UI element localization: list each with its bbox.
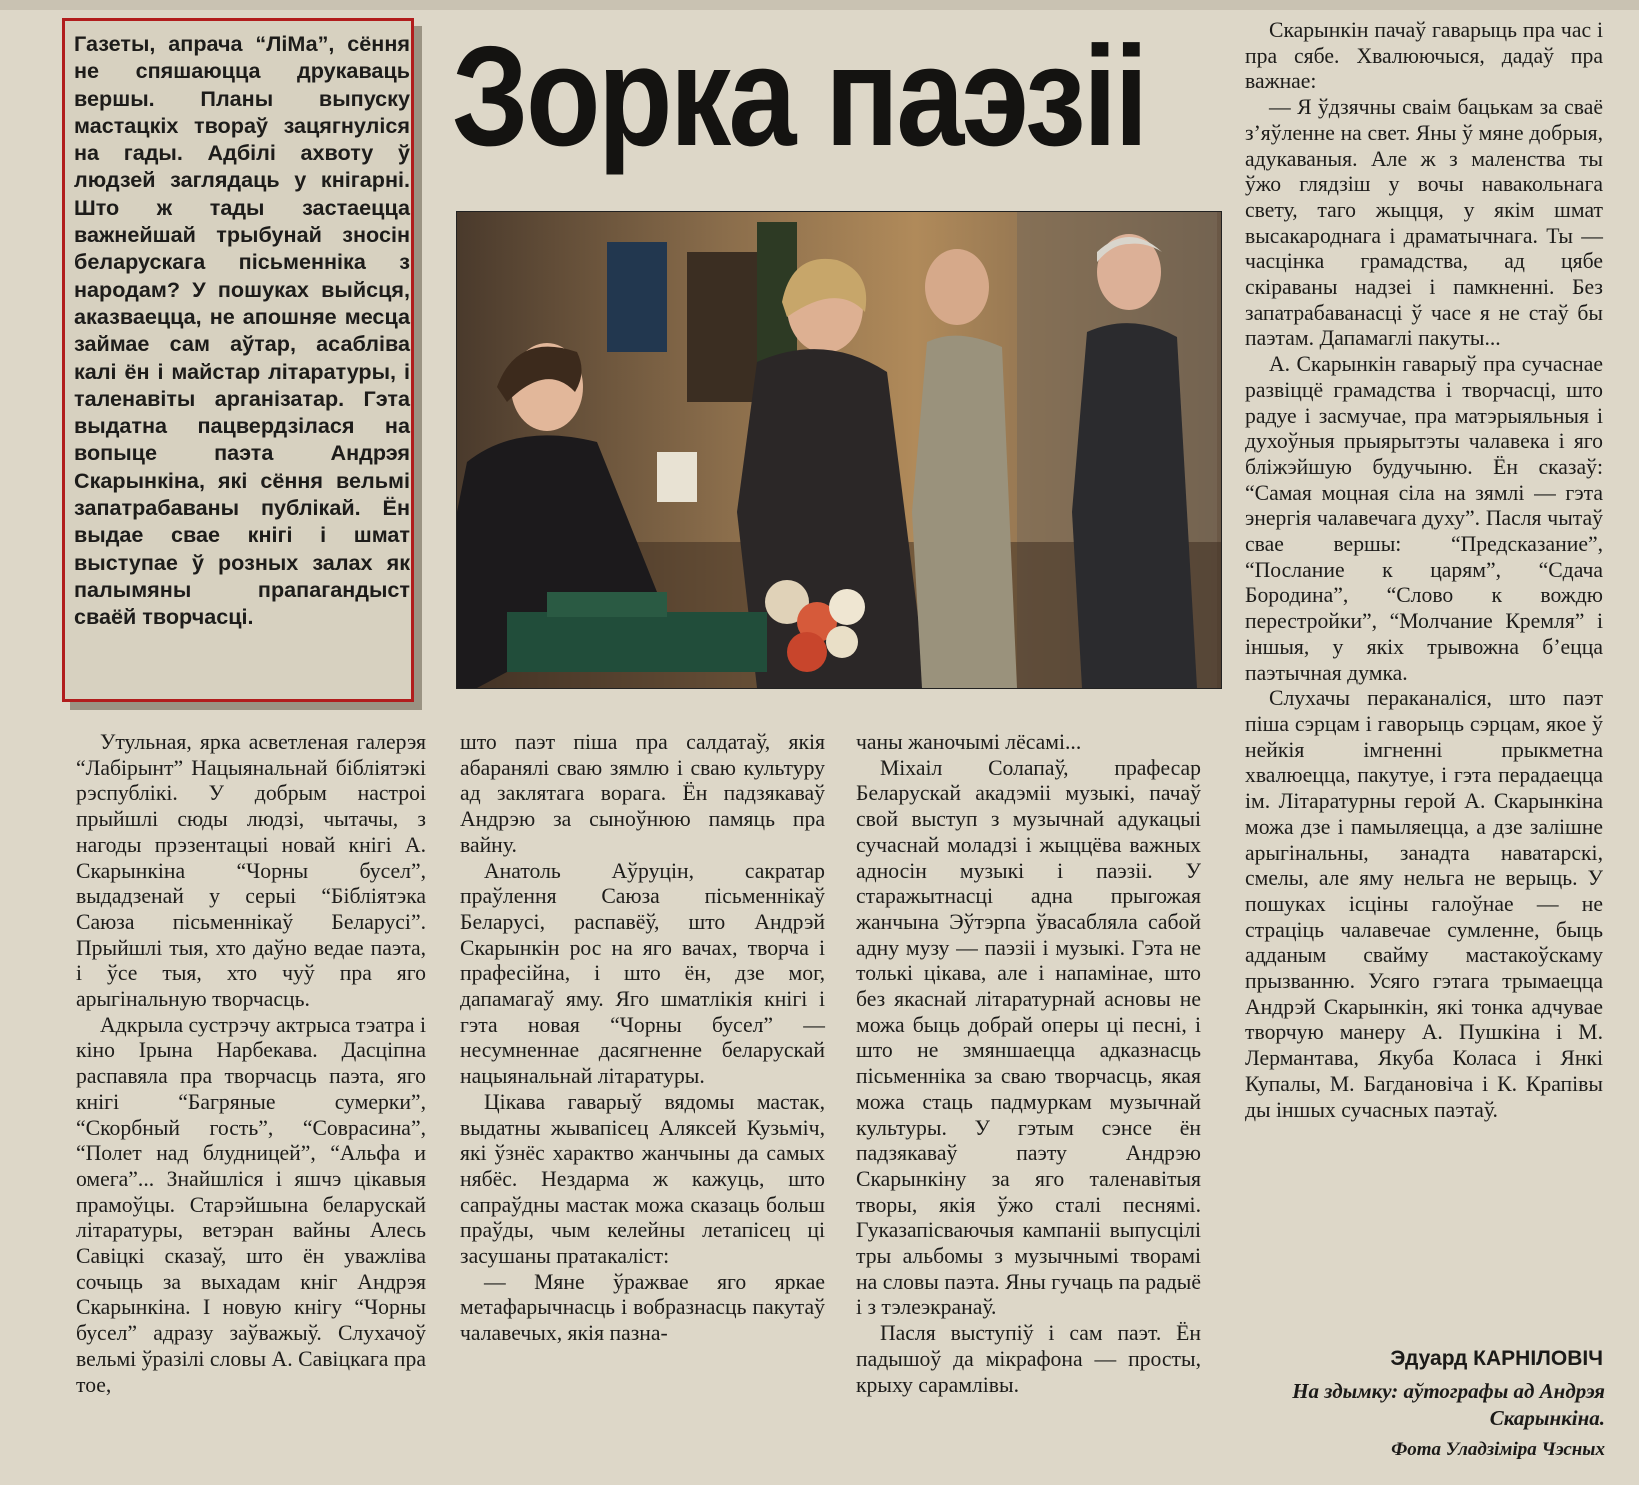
- photo-caption: На здымку: аўтографы ад Андрэя Скарынкіна.: [1292, 1379, 1605, 1430]
- col2-paragraph: Анатоль Аўруцін, сакратар праўлення Саюза пісьменнікаў Беларусі, распавёў, што Андрэй Скарынкін рос на яго вачах, творча і прафесійна, і што ён, дзе мог, дапамагаў яму. Яго шматлікія кнігі і гэта новая “Чорны бусел” — несумненнае дасягненне беларускай нацыянальнай літаратуры.: [460, 858, 825, 1089]
- article-column-2: [460, 730, 825, 1347]
- photo-autograph-signing-icon: [457, 212, 1221, 688]
- lead-paragraph: Газеты, апрача “ЛіМа”, сёння не спяшаюцца друкаваць вершы. Планы выпуску мастацкіх твораў зацягнуліся на гады. Адбілі ахвоту ў людзей заглядаць у кнігарні. Што ж тады застаецца важнейшай трыбунай зносін беларускага пісьменніка з народам? У пошуках выйсця, аказваецца, не апошняе месца займае сам аўтар, асабліва калі ён і майстар літаратуры, і таленавіты арганізатар. Гэта выдатна пацвердзілася на вопыце паэта Андрэя Скарынкіна, які сёння вельмі запатрабаваны публікай. Ён выдае свае кнігі і шмат выступае ў розных залах як палымяны прапагандыст сваёй творчасці.: [74, 31, 410, 630]
- top-border-strip: [0, 0, 1639, 10]
- col3-paragraph: чаны жаночымі лёсамі...: [856, 730, 1082, 754]
- col3-paragraph: Міхаіл Солапаў, прафесар Беларускай акадэміі музыкі, пачаў свой выступ з музычнай адукацыі сучаснай моладзі і жыццёва важных адносін музыкі і паэзіі. У старажытнасці адна прыгожая жанчына Эўтэрпа ўвасабляла сабой адну музу — паэзіі і музыкі. Гэта не толькі цікава, але і напамінае, што без якаснай літаратурнай асновы не можа быць добрай оперы ці песні, і што не змяншаецца адказнасць пісьменніка за сваю творчасць, якая можа стаць падмуркам музычнай культуры. У гэтым сэнсе ён падзякаваў паэту Андрэю Скарынкіну за яго таленавітыя творы, якія ўжо сталі песнямі. Гуказапісваючыя кампаніі выпусцілі тры альбомы з музычнымі творамі на словы паэта. Яны гучаць па радыё і з тэлеэкранаў.: [856, 755, 1201, 1320]
- col4-paragraph: А. Скарынкін гаварыў пра сучаснае развіццё грамадства і творчасці, што радуе і засмучае, пра матэрыяльныя і духоўныя прыярытэты чалавека і яго бліжэйшую будучыню. Ён сказаў: “Самая моцная сіла на зямлі — гэта энергія чалавечага духу”. Пасля чытаў свае вершы: “Предсказание”, “Послание к царям”, “Сдача Бородина”, “Слово к вождю перестройки”, “Молчание Кремля” і іншыя, у якіх трывожна б’ецца паэтычная думка.: [1245, 352, 1603, 685]
- article-headline: Зорка паэзіі: [452, 17, 1146, 176]
- col4-paragraph: Скарынкін пачаў гаварыць пра час і пра сябе. Хвалюючыся, дадаў пра важнае:: [1245, 18, 1603, 94]
- col4-paragraph: Слухачы пераканаліся, што паэт піша сэрцам і гаворыць сэрцам, якое ў нейкія імгненні прыкметна хвалюецца, пакутуе, і гэта перадаецца ім. Літаратурны герой А. Скарынкіна можа дзе і памыляецца, а дзе залішне арыгінальны, занадта наватарскі, смелы, але яму нельга не верыць. У пошуках ісціны галоўнае — не страціць чалавечае сумленне, быць адданым свайму мастакоўскаму прызванню. Усяго гэтага трымаецца Андрэй Скарынкін, які тонка адчувае творчую манеру А. Пушкіна і М. Лермантава, Якуба Коласа і Янкі Купалы, М. Багдановіча і К. Крапівы ды іншых сучасных паэтаў.: [1245, 686, 1603, 1122]
- article-photo: [456, 211, 1222, 689]
- article-column-3: [856, 730, 1201, 1398]
- col3-paragraph: Пасля выступіў і сам паэт. Ён падышоў да мікрафона — просты, крыху сарамлівы.: [856, 1321, 1201, 1397]
- col2-paragraph: — Мяне ўражвае яго яркае метафарычнасць і вобразнасць пакутаў чалавечых, якія пазна-: [460, 1269, 825, 1346]
- col4-paragraph: — Я ўдзячны сваім бацькам за сваё з’яўленне на свет. Яны ў мяне добрыя, адукаваныя. Але ж з маленства ты ўжо глядзіш у вочы навакольнага свету, таго жыцця, у якім шмат высакароднага і драматычнага. Ты — часцінка грамадства, ад цябе скіраваны надзеі і памкненні. Без запатрабаванасці ў часе я не стаў бы паэтам. Дапамаглі пакуты...: [1245, 95, 1603, 351]
- col1-paragraph: Адкрыла сустрэчу актрыса тэатра і кіно Ірына Нарбекава. Дасціпна распавяла пра творчасць паэта, яго кнігі “Багряные сумерки”, “Скорбный гость”, “Соврасина”, “Полет над блудницей”, “Альфа и омега”... Знайшліся і яшчэ цікавыя прамоўцы. Старэйшына беларускай літаратуры, ветэран вайны Алесь Савіцкі сказаў, што ён уважліва сочыць за выхадам кніг Андрэя Скарынкіна. І новую кнігу “Чорны бусел” адразу заўважыў. Слухачоў вельмі ўразілі словы А. Савіцкага пра тое,: [76, 1012, 426, 1397]
- article-column-1: [76, 730, 426, 1398]
- article-column-4: [1245, 18, 1603, 1123]
- col1-paragraph: Утульная, ярка асветленая галерэя “Лабірынт” Нацыянальнай бібліятэкі рэспублікі. У добрым настроі прыйшлі сюды людзі, чытачы, з нагоды прэзентацыі новай кнігі А. Скарынкіна “Чорны бусел”, выдадзенай у серыі “Бібліятэка Саюза пісьменнікаў Беларусі”. Прыйшлі тыя, хто даўно ведае паэта, і ўсе тыя, хто чуў пра яго арыгінальную творчасць.: [76, 730, 426, 1012]
- photo-credit: Фота Уладзіміра Чэсных: [1391, 1439, 1605, 1460]
- col2-paragraph: што паэт піша пра салдатаў, якія абаранялі сваю зямлю і сваю культуру ад заклятага ворага. Ён падзякаваў Андрэю за сыноўнюю памяць пра вайну.: [460, 730, 825, 857]
- author-byline: Эдуард КАРНІЛОВІЧ: [1390, 1347, 1603, 1370]
- col2-paragraph: Цікава гаварыў вядомы мастак, выдатны жывапісец Аляксей Кузьміч, які ўзнёс характво жанчыны да самых нябёс. Нездарма ж кажуць, што сапраўдны мастак можа сказаць больш праўды, чым келейны летапісец ці засушаны пратакаліст:: [460, 1089, 825, 1269]
